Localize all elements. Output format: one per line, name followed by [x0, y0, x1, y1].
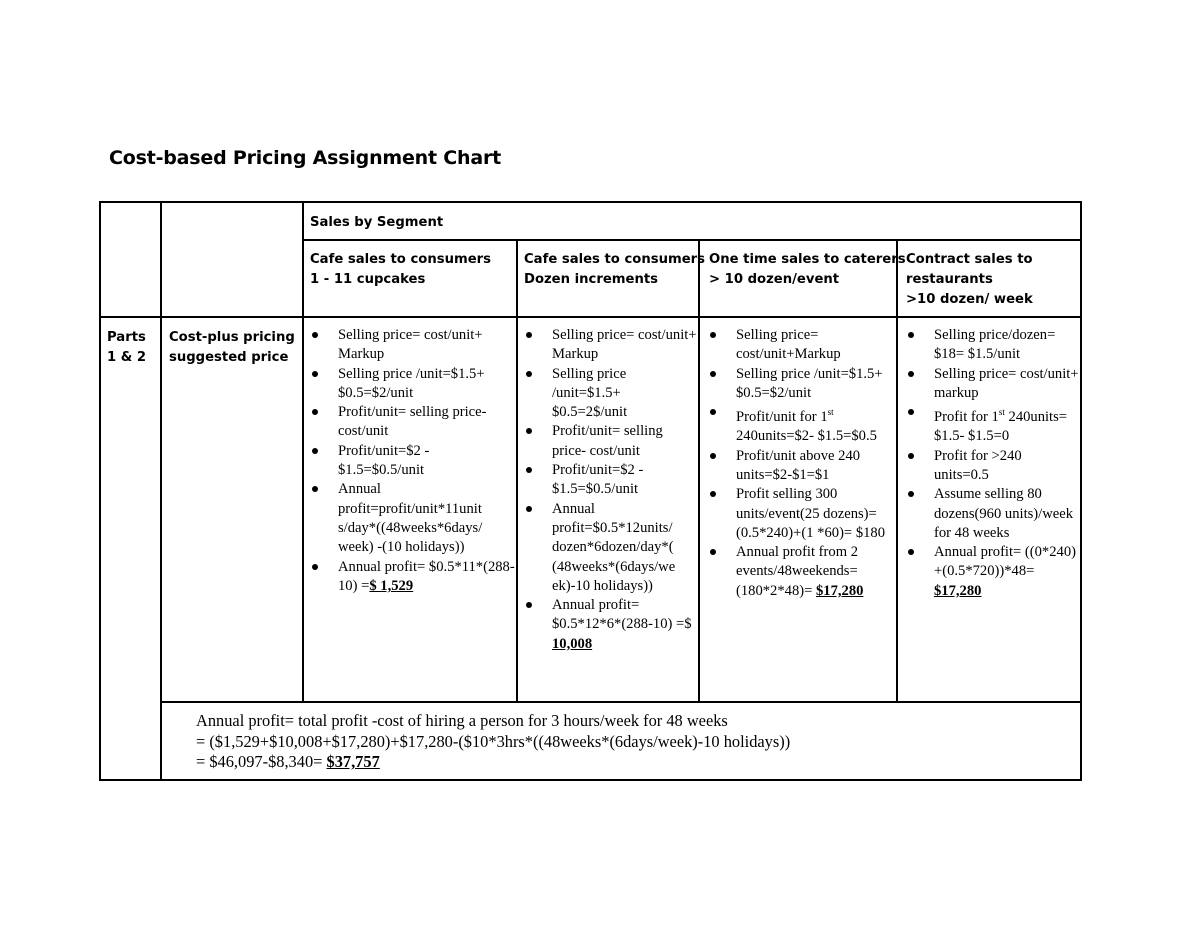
- row-label-cost-plus: Cost-plus pricing suggested price: [169, 330, 295, 365]
- bullet-icon: [908, 453, 914, 459]
- list-item: Selling price/dozen= $18= $1.5/unit: [899, 326, 1079, 365]
- bullet-icon: [526, 332, 532, 338]
- list-item: Selling price= cost/unit+ Markup: [517, 326, 697, 365]
- cell-restaurants: [899, 326, 1079, 601]
- table-border-right: [1080, 201, 1082, 781]
- bullet-icon: [312, 448, 318, 454]
- bullet-icon: [710, 409, 716, 415]
- list-item: Profit/unit=$2 - $1.5=$0.5/unit: [303, 442, 515, 481]
- annual-profit-result: $ 1,529: [369, 577, 414, 594]
- col-divider: [160, 201, 162, 781]
- row-divider: [302, 239, 1082, 241]
- bullet-icon: [312, 371, 318, 377]
- bullet-icon: [312, 332, 318, 338]
- bullet-icon: [526, 602, 532, 608]
- list-item: Selling price= cost/unit+ Markup: [303, 326, 515, 365]
- annual-profit-result: $17,280: [815, 582, 864, 599]
- list-item: Profit/unit= selling price- cost/unit: [303, 403, 515, 442]
- list-item: Profit/unit for 1st 240units=$2- $1.5=$0.5: [701, 403, 895, 446]
- table-border-left: [99, 201, 101, 781]
- list-item: Annual profit=$0.5*12units/ dozen*6dozen/day*( (48weeks*(6days/we ek)-10 holidays)): [517, 500, 697, 596]
- list-item: Assume selling 80 dozens(960 units)/week for 48 weeks: [899, 485, 1079, 543]
- bullet-icon: [908, 549, 914, 555]
- row-label-parts: Parts 1 & 2: [107, 330, 147, 365]
- segment-header-cafe-units: Cafe sales to consumers 1 - 11 cupcakes: [310, 252, 491, 287]
- annual-profit-result: 10,008: [552, 635, 593, 652]
- bullet-icon: [710, 453, 716, 459]
- list-item: Profit selling 300 units/event(25 dozens)=(0.5*240)+(1 *60)= $180: [701, 485, 895, 543]
- list-item: Profit/unit= selling price- cost/unit: [517, 422, 697, 461]
- segment-header-cafe-dozen: Cafe sales to consumers Dozen increments: [524, 252, 705, 287]
- bullet-icon: [710, 371, 716, 377]
- bullet-icon: [526, 428, 532, 434]
- row-divider: [99, 316, 1082, 318]
- bullet-icon: [526, 506, 532, 512]
- list-item: Selling price /unit=$1.5+ $0.5=$2/unit: [303, 365, 515, 404]
- bullet-icon: [526, 467, 532, 473]
- list-item: Profit for 1st 240units= $1.5- $1.5=0: [899, 403, 1079, 446]
- page-title: Cost-based Pricing Assignment Chart: [109, 147, 502, 169]
- col-divider: [698, 239, 700, 703]
- bullet-icon: [908, 371, 914, 377]
- bullet-icon: [526, 371, 532, 377]
- bullet-icon: [312, 564, 318, 570]
- sales-by-segment-header: Sales by Segment: [310, 215, 444, 230]
- annual-profit-summary: Annual profit= total profit -cost of hiring a person for 3 hours/week for 48 weeks = ($1,529+$10,008+$17,280)+$17,280-($10*3hrs*((48weeks*(6days/week)-10 holidays)) = $46,097-$8,340= $37,757: [196, 711, 791, 771]
- list-item: Annual profit from 2 events/48weekends= (180*2*48)= $17,280: [701, 543, 895, 601]
- bullet-icon: [312, 486, 318, 492]
- list-item: Annual profit= ((0*240) +(0.5*720))*48= $17,280: [899, 543, 1079, 601]
- list-item: Profit/unit=$2 - $1.5=$0.5/unit: [517, 461, 697, 500]
- segment-header-caterers: One time sales to caterers > 10 dozen/event: [709, 252, 906, 287]
- bullet-icon: [710, 332, 716, 338]
- cell-cafe-dozen: [517, 326, 697, 654]
- bullet-icon: [312, 409, 318, 415]
- bullet-icon: [908, 491, 914, 497]
- list-item: Selling price= cost/unit+ markup: [899, 365, 1079, 404]
- list-item: Selling price /unit=$1.5+ $0.5=2$/unit: [517, 365, 697, 423]
- cell-caterers: [701, 326, 895, 601]
- bullet-icon: [710, 549, 716, 555]
- bullet-icon: [908, 409, 914, 415]
- segment-header-restaurants: Contract sales to restaurants >10 dozen/ week: [906, 252, 1033, 307]
- col-divider: [896, 239, 898, 703]
- bullet-icon: [908, 332, 914, 338]
- row-divider: [160, 701, 1082, 703]
- list-item: Selling price /unit=$1.5+ $0.5=$2/unit: [701, 365, 895, 404]
- annual-profit-result: $17,280: [934, 582, 982, 599]
- total-profit-result: $37,757: [326, 752, 380, 771]
- list-item: Annual profit=profit/unit*11unit s/day*((48weeks*6days/ week) -(10 holidays)): [303, 480, 515, 557]
- list-item: Selling price= cost/unit+Markup: [701, 326, 895, 365]
- table-border-top: [99, 201, 1082, 203]
- cell-cafe-units: [303, 326, 515, 596]
- list-item: Annual profit= $0.5*11*(288-10) =$ 1,529: [303, 558, 515, 597]
- list-item: Profit for >240 units=0.5: [899, 447, 1079, 486]
- list-item: Annual profit= $0.5*12*6*(288-10) =$ 10,008: [517, 596, 697, 654]
- table-border-bottom: [99, 779, 1082, 781]
- bullet-icon: [710, 491, 716, 497]
- list-item: Profit/unit above 240 units=$2-$1=$1: [701, 447, 895, 486]
